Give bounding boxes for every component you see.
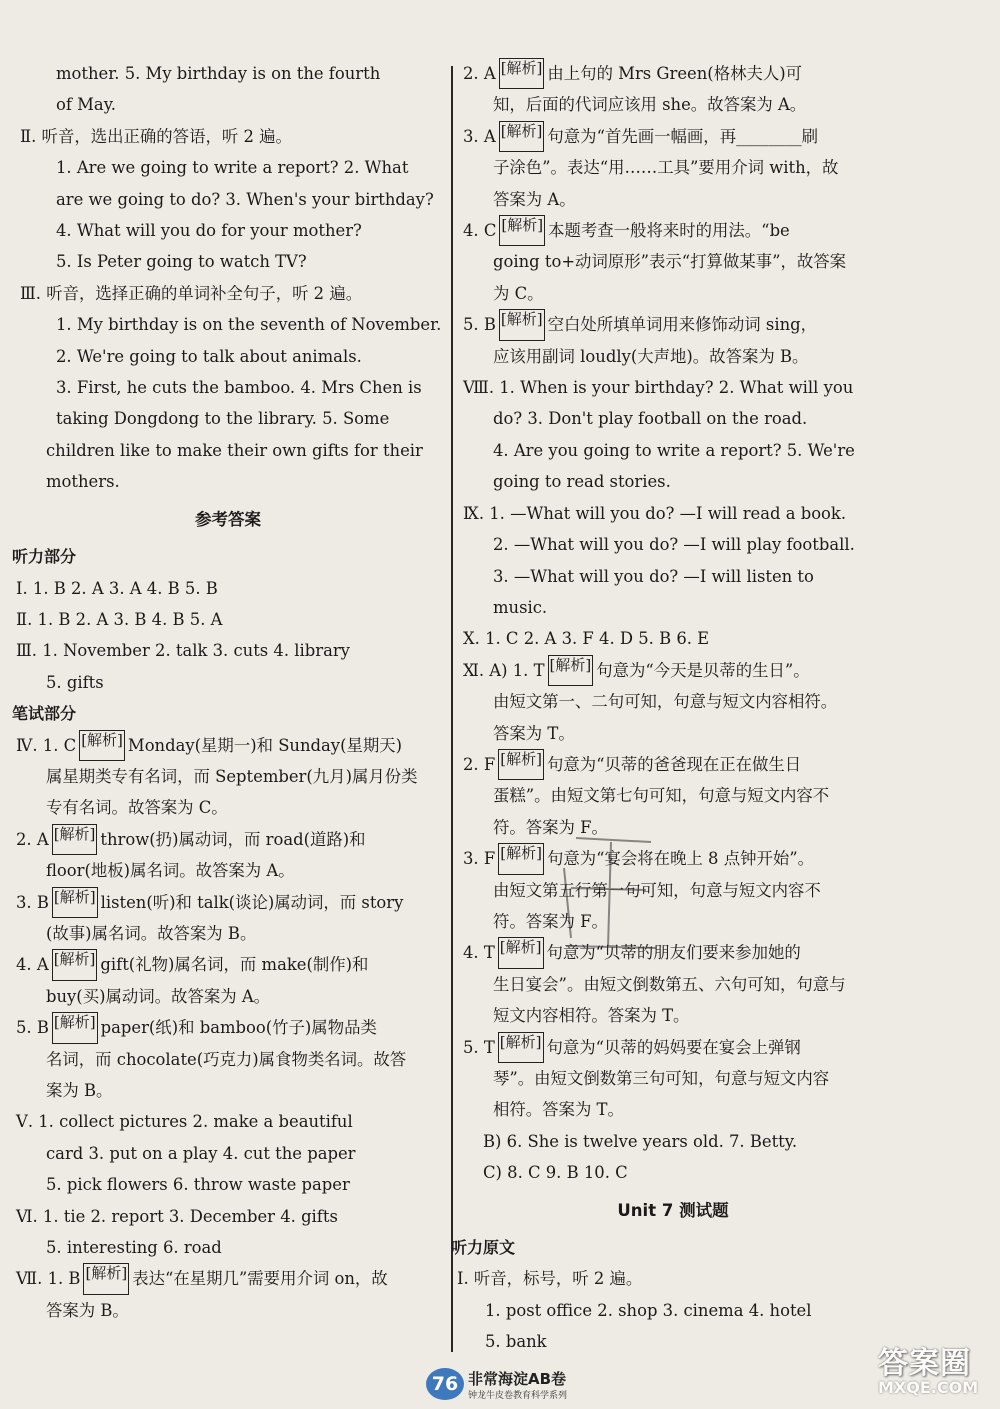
text-line: taking Dongdong to the library. 5. Some xyxy=(56,409,390,429)
answer-key: 2. A xyxy=(16,829,49,849)
analysis-tag: [解析] xyxy=(498,843,544,874)
analysis-tag: [解析] xyxy=(52,1012,98,1043)
text-line: 符。答案为 F。 xyxy=(493,817,608,837)
analysis-tag: [解析] xyxy=(499,58,545,89)
analysis-tag: [解析] xyxy=(52,949,98,980)
analysis-text: 表达“在星期几”需要用介词 on，故 xyxy=(132,1269,388,1289)
text-line: 相符。答案为 T。 xyxy=(493,1100,624,1120)
text-line xyxy=(459,58,887,89)
text-line: 生日宴会”。由短文倒数第五、六句可知，句意与 xyxy=(493,974,846,994)
text-line: Ⅸ. 1. —What will you do? —I will read a book. xyxy=(463,503,847,523)
text-line xyxy=(459,937,887,968)
text-line: 案为 B。 xyxy=(46,1081,113,1100)
left-column xyxy=(10,58,446,1326)
right-column xyxy=(451,58,887,1358)
text-line: going to read stories. xyxy=(493,472,671,492)
text-line: Ⅵ. 1. tie 2. report 3. December 4. gifts xyxy=(16,1206,338,1226)
page-number: 76 xyxy=(426,1368,464,1400)
analysis-tag: [解析] xyxy=(499,309,545,340)
text-line: 答案为 A。 xyxy=(493,189,576,209)
analysis-text: 空白处所填单词用来修饰动词 sing， xyxy=(547,315,818,335)
analysis-text: listen(听)和 talk(谈论)属动词，而 story xyxy=(100,892,404,912)
answer-key: Ⅶ. 1. B xyxy=(16,1269,81,1289)
text-line: Ⅱ. 1. B 2. A 3. B 4. B 5. A xyxy=(16,609,223,629)
text-line xyxy=(10,730,446,761)
text-line: 蛋糕”。由短文第七句可知，句意与短文内容不 xyxy=(493,786,830,806)
answer-key: 4. A xyxy=(16,955,49,975)
text-line: Ⅰ. 1. B 2. A 3. A 4. B 5. B xyxy=(16,578,218,598)
answer-key: 3. A xyxy=(463,126,496,146)
text-line: 4. Are you going to write a report? 5. We're xyxy=(493,440,855,460)
text-line: 2. —What will you do? —I will play football. xyxy=(493,535,855,555)
section-heading: 参考答案 xyxy=(195,509,261,529)
text-line: 5. gifts xyxy=(46,672,104,692)
text-line: 答案为 T。 xyxy=(493,723,575,743)
text-line: Ⅲ. 听音，选择正确的单词补全句子，听 2 遍。 xyxy=(20,283,363,303)
text-line xyxy=(459,843,887,874)
text-line: Ⅰ. 听音，标号，听 2 遍。 xyxy=(457,1269,643,1289)
answer-key: 5. B xyxy=(16,1018,49,1038)
text-line: B) 6. She is twelve years old. 7. Betty. xyxy=(483,1131,798,1151)
text-line: 由短文第一、二句可知，句意与短文内容相符。 xyxy=(493,692,838,712)
section-label: 听力部分 xyxy=(12,547,77,567)
text-line: 应该用副词 loudly(大声地)。故答案为 B。 xyxy=(493,346,809,366)
text-line: 专有名词。故答案为 C。 xyxy=(46,798,228,818)
text-line xyxy=(459,121,887,152)
text-line: Ⅷ. 1. When is your birthday? 2. What will you xyxy=(463,378,854,398)
analysis-tag: [解析] xyxy=(79,730,125,761)
text-line: 子涂色”。表达“用……工具”要用介词 with，故 xyxy=(493,158,839,178)
text-line: 5. pick flowers 6. throw waste paper xyxy=(46,1175,350,1195)
analysis-text: 本题考查一般将来时的用法。“be xyxy=(548,221,790,241)
text-line: 短文内容相符。答案为 T。 xyxy=(493,1006,690,1026)
text-line: 1. post office 2. shop 3. cinema 4. hotel xyxy=(485,1300,812,1320)
text-line xyxy=(10,824,446,855)
analysis-text: 句意为“贝蒂的朋友们要来参加她的 xyxy=(546,943,801,963)
analysis-tag: [解析] xyxy=(498,1032,544,1063)
answer-key: 2. F xyxy=(463,754,496,774)
text-line: C) 8. C 9. B 10. C xyxy=(483,1163,628,1183)
analysis-tag: [解析] xyxy=(83,1263,129,1294)
section-heading: Unit 7 测试题 xyxy=(617,1200,729,1220)
analysis-tag: [解析] xyxy=(52,824,98,855)
text-line: do? 3. Don't play football on the road. xyxy=(493,409,808,429)
text-line: music. xyxy=(493,597,548,617)
text-line: mother. 5. My birthday is on the fourth xyxy=(56,64,381,83)
text-line: 1. My birthday is on the seventh of November. xyxy=(56,315,442,335)
text-line: Ⅹ. 1. C 2. A 3. F 4. D 5. B 6. E xyxy=(463,629,710,649)
text-line: 属星期类专有名词，而 September(九月)属月份类 xyxy=(46,766,418,786)
analysis-text: gift(礼物)属名词，而 make(制作)和 xyxy=(100,955,369,975)
text-line: are we going to do? 3. When's your birthday? xyxy=(56,189,434,209)
text-line xyxy=(459,749,887,780)
text-line xyxy=(10,949,446,980)
watermark-logo xyxy=(878,1338,990,1402)
text-line: card 3. put on a play 4. cut the paper xyxy=(46,1143,356,1163)
text-line xyxy=(459,1032,887,1063)
analysis-text: 句意为“今天是贝蒂的生日”。 xyxy=(596,660,810,680)
text-line: 5. Is Peter going to watch TV? xyxy=(56,252,307,272)
analysis-tag: [解析] xyxy=(499,121,545,152)
text-line xyxy=(459,309,887,340)
section-label: 笔试部分 xyxy=(12,704,77,724)
text-line: Ⅲ. 1. November 2. talk 3. cuts 4. library xyxy=(16,641,350,661)
text-line: 由短文第五行第一句可知，句意与短文内容不 xyxy=(493,880,821,900)
series-title: 非常海淀AB卷 xyxy=(468,1370,567,1388)
analysis-text: 句意为“首先画一幅画，再________刷 xyxy=(547,126,819,146)
section-label: 听力原文 xyxy=(451,1238,516,1258)
analysis-text: 由上句的 Mrs Green(格林夫人)可 xyxy=(547,64,803,83)
analysis-text: throw(扔)属动词，而 road(道路)和 xyxy=(100,829,366,849)
text-line: 5. bank xyxy=(485,1332,547,1352)
analysis-text: 句意为“贝蒂的妈妈要在宴会上弹钢 xyxy=(546,1037,801,1057)
answer-key: 5. T xyxy=(463,1037,495,1057)
text-line: mothers. xyxy=(46,472,120,492)
watermark-url: MXQE.COM xyxy=(878,1378,979,1397)
text-line: 琴”。由短文倒数第三句可知，句意与短文内容 xyxy=(493,1069,830,1088)
text-line: buy(买)属动词。故答案为 A。 xyxy=(46,986,271,1006)
text-line xyxy=(10,1263,446,1294)
answer-key: Ⅺ. A) 1. T xyxy=(463,660,545,680)
text-line: 1. Are we going to write a report? 2. What xyxy=(56,158,409,178)
text-line: of May. xyxy=(56,95,116,115)
text-line xyxy=(10,1012,446,1043)
answer-key: 4. C xyxy=(463,221,497,241)
answer-key: 3. F xyxy=(463,849,496,869)
text-line: 5. interesting 6. road xyxy=(46,1238,222,1258)
text-line: (故事)属名词。故答案为 B。 xyxy=(46,923,257,943)
handwritten-mark xyxy=(556,828,666,958)
text-line xyxy=(459,215,887,246)
column-divider xyxy=(451,66,453,1352)
text-line: Ⅱ. 听音，选出正确的答语，听 2 遍。 xyxy=(20,126,292,146)
analysis-tag: [解析] xyxy=(499,215,545,246)
analysis-text: 句意为“宴会将在晚上 8 点钟开始”。 xyxy=(546,849,815,869)
answer-key: 5. B xyxy=(463,315,496,335)
analysis-tag: [解析] xyxy=(548,655,594,686)
analysis-tag: [解析] xyxy=(498,937,544,968)
text-line: going to+动词原形”表示“打算做某事”，故答案 xyxy=(493,252,847,272)
text-line xyxy=(459,655,887,686)
analysis-text: Monday(星期一)和 Sunday(星期天) xyxy=(127,735,403,755)
page-footer xyxy=(0,1360,1000,1409)
text-line: 4. What will you do for your mother? xyxy=(56,221,362,241)
answer-key: Ⅳ. 1. C xyxy=(16,735,77,755)
watermark-text: 答案圈 xyxy=(878,1346,971,1381)
text-line: Ⅴ. 1. collect pictures 2. make a beautiful xyxy=(16,1112,353,1132)
text-line: 答案为 B。 xyxy=(46,1300,129,1320)
text-line: 为 C。 xyxy=(493,283,544,303)
answer-key: 4. T xyxy=(463,943,495,963)
text-line: children like to make their own gifts for their xyxy=(46,440,423,460)
analysis-tag: [解析] xyxy=(52,887,98,918)
text-line: 名词，而 chocolate(巧克力)属食物类名词。故答 xyxy=(46,1049,407,1069)
text-line: 3. —What will you do? —I will listen to xyxy=(493,566,814,586)
text-line: 3. First, he cuts the bamboo. 4. Mrs Chen is xyxy=(56,378,422,398)
analysis-tag: [解析] xyxy=(498,749,544,780)
series-subtitle: 钟龙牛皮卷教育科学系列 xyxy=(468,1391,568,1401)
analysis-text: paper(纸)和 bamboo(竹子)属物品类 xyxy=(100,1018,377,1038)
answer-key: 2. A xyxy=(463,64,496,83)
answer-key: 3. B xyxy=(16,892,49,912)
text-line: 知，后面的代词应该用 she。故答案为 A。 xyxy=(493,95,807,115)
text-line: floor(地板)属名词。故答案为 A。 xyxy=(46,861,295,881)
text-line: 2. We're going to talk about animals. xyxy=(56,346,362,366)
text-line xyxy=(10,887,446,918)
analysis-text: 句意为“贝蒂的爸爸现在正在做生日 xyxy=(546,754,802,774)
text-line: 符。答案为 F。 xyxy=(493,911,608,931)
